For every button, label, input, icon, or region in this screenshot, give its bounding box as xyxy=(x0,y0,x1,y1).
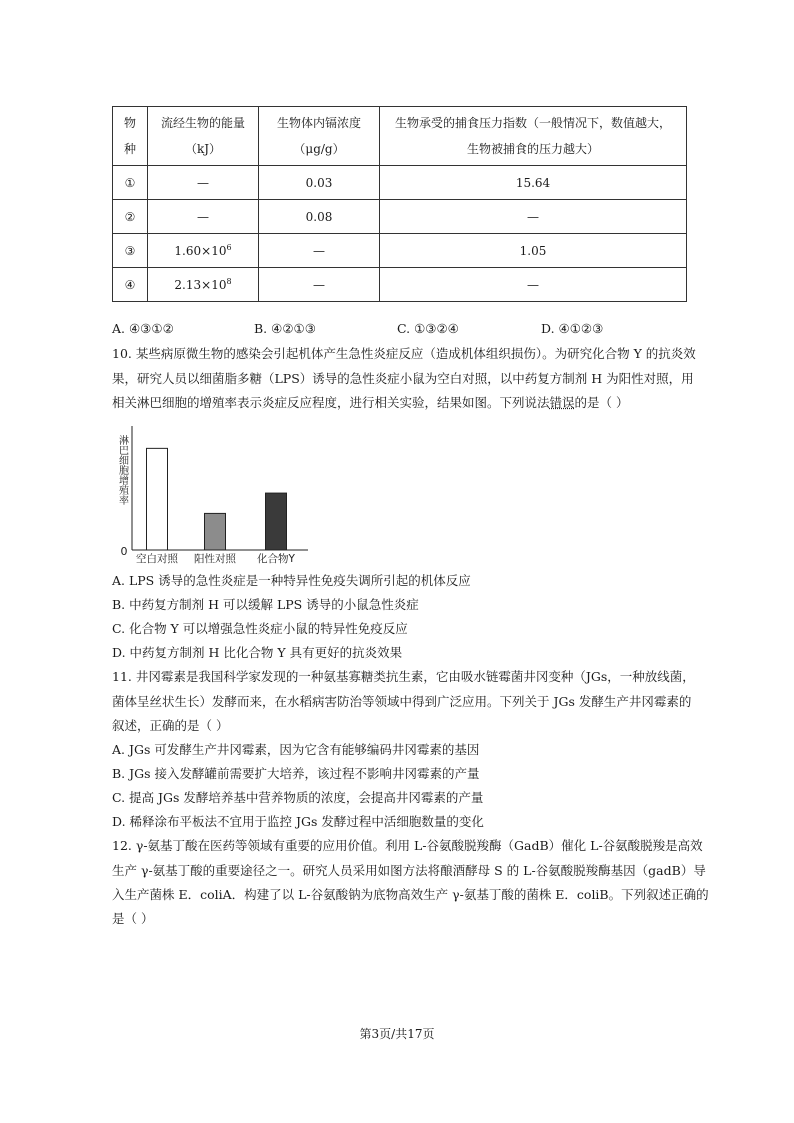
header-species xyxy=(113,107,148,166)
y-axis-label: 淋巴细胞增殖率 xyxy=(116,435,128,505)
header-cadmium-text: 生物体内镉浓度 （μg/g） xyxy=(276,116,361,156)
energy-exponent: 8 xyxy=(226,276,232,286)
cell-pressure: — xyxy=(380,268,687,302)
q12-line-1: 12. γ-氨基丁酸在医药等领域有重要的应用价值。利用 L-谷氨酸脱羧酶（GadB）催化 L-谷氨酸脱羧是高效 xyxy=(112,838,703,853)
q10-option-d: D. 中药复方制剂 H 比化合物 Y 具有更好的抗炎效果 xyxy=(112,645,403,660)
q11-option-d: D. 稀释涂布平板法不宜用于监控 JGs 发酵过程中活细胞数量的变化 xyxy=(112,814,484,829)
q10-option-b: B. 中药复方制剂 H 可以缓解 LPS 诱导的小鼠急性炎症 xyxy=(112,597,419,612)
cell-pressure: 1.05 xyxy=(380,234,687,268)
header-species-text: 物 种 xyxy=(123,116,136,156)
q9-option-c: C. ①③②④ xyxy=(397,321,459,336)
q11-option-b: B. JGs 接入发酵罐前需要扩大培养，该过程不影响井冈霉素的产量 xyxy=(112,766,480,781)
header-cadmium xyxy=(259,107,380,166)
q9-option-b: B. ④②①③ xyxy=(254,321,316,336)
q9-option-d: D. ④①②③ xyxy=(541,321,604,336)
cell-pressure: — xyxy=(380,200,687,234)
x-tick-label: 化合物Y xyxy=(257,553,295,565)
energy-base: — xyxy=(197,175,209,190)
cell-energy xyxy=(148,268,259,302)
cell-energy xyxy=(148,166,259,200)
header-pressure xyxy=(380,107,687,166)
q10-option-a: A. LPS 诱导的急性炎症是一种特异性免疫失调所引起的机体反应 xyxy=(112,573,471,588)
x-tick-label: 空白对照 xyxy=(136,553,178,565)
table-header-row xyxy=(113,107,687,166)
table-row xyxy=(113,166,687,200)
q11-line-2: 菌体呈丝状生长）发酵而来，在水稻病害防治等领域中得到广泛应用。下列关于 JGs 发酵生产井冈霉素的 xyxy=(112,694,692,709)
header-pressure-text: 生物承受的捕食压力指数（一般情况下，数值越大， 生物被捕食的压力越大） xyxy=(394,116,671,156)
cell-energy xyxy=(148,200,259,234)
data-table xyxy=(112,106,687,302)
bar-1 xyxy=(205,513,226,550)
bar-2 xyxy=(266,493,287,550)
q10-line-3 xyxy=(112,395,690,411)
header-energy xyxy=(148,107,259,166)
q10-line-3-tail: 的是（ ） xyxy=(574,395,629,410)
cell-species: ③ xyxy=(113,234,148,268)
cell-cadmium: — xyxy=(259,234,380,268)
q12-line-3: 入生产菌株 E．coliA．构建了以 L-谷氨酸钠为底物高效生产 γ-氨基丁酸的菌株 E．coliB。下列叙述正确的 xyxy=(112,887,709,902)
energy-base: 2.13×10 xyxy=(174,277,227,292)
q11-line-3: 叙述，正确的是（ ） xyxy=(112,718,229,733)
cell-cadmium: 0.03 xyxy=(259,166,380,200)
energy-exponent: 6 xyxy=(226,242,232,252)
q10-line-1: 10. 某些病原微生物的感染会引起机体产生急性炎症反应（造成机体组织损伤）。为研究化合物 Y 的抗炎效 xyxy=(112,346,696,361)
q10-line-2: 果，研究人员以细菌脂多糖（LPS）诱导的急性炎症小鼠为空白对照，以中药复方制剂 H 为阳性对照，用 xyxy=(112,371,694,386)
page-footer: 第3页/共17页 xyxy=(359,1027,435,1041)
cell-species: ② xyxy=(113,200,148,234)
q11-option-a: A. JGs 可发酵生产井冈霉素，因为它含有能够编码井冈霉素的基因 xyxy=(112,742,480,757)
energy-base: — xyxy=(197,209,209,224)
cell-species: ④ xyxy=(113,268,148,302)
table-row xyxy=(113,234,687,268)
cell-cadmium: — xyxy=(259,268,380,302)
q11-option-c: C. 提高 JGs 发酵培养基中营养物质的浓度，会提高井冈霉素的产量 xyxy=(112,790,484,805)
q9-option-a: A. ④③①② xyxy=(112,321,174,336)
cell-species: ① xyxy=(113,166,148,200)
q10-option-c: C. 化合物 Y 可以增强急性炎症小鼠的特异性免疫反应 xyxy=(112,621,408,636)
cell-cadmium: 0.08 xyxy=(259,200,380,234)
chart-layer xyxy=(117,426,309,565)
energy-base: 1.60×10 xyxy=(174,243,227,258)
cell-pressure: 15.64 xyxy=(380,166,687,200)
table-row xyxy=(113,268,687,302)
table-row xyxy=(113,200,687,234)
q10-emphasis: 错误 xyxy=(549,395,575,410)
q10-line-3-text: 相关淋巴细胞的增殖率表示炎症反应程度，进行相关实验，结果如图。下列说法 xyxy=(112,395,550,410)
bar-chart xyxy=(112,418,312,566)
bar-0 xyxy=(147,448,168,550)
x-tick-label: 阳性对照 xyxy=(194,553,236,565)
q11-line-1: 11. 井冈霉素是我国科学家发现的一种氨基寡糖类抗生素，它由吸水链霉菌井冈变种（JGs，一种放线菌， xyxy=(112,669,695,684)
cell-energy xyxy=(148,234,259,268)
q12-line-2: 生产 γ-氨基丁酸的重要途径之一。研究人员采用如图方法将酿酒酵母 S 的 L-谷氨酸脱羧酶基因（gadB）导 xyxy=(112,863,706,878)
origin-label: 0 xyxy=(120,545,128,558)
q12-line-4: 是（ ） xyxy=(112,911,154,926)
header-energy-text: 流经生物的能量 （kJ） xyxy=(160,116,245,156)
